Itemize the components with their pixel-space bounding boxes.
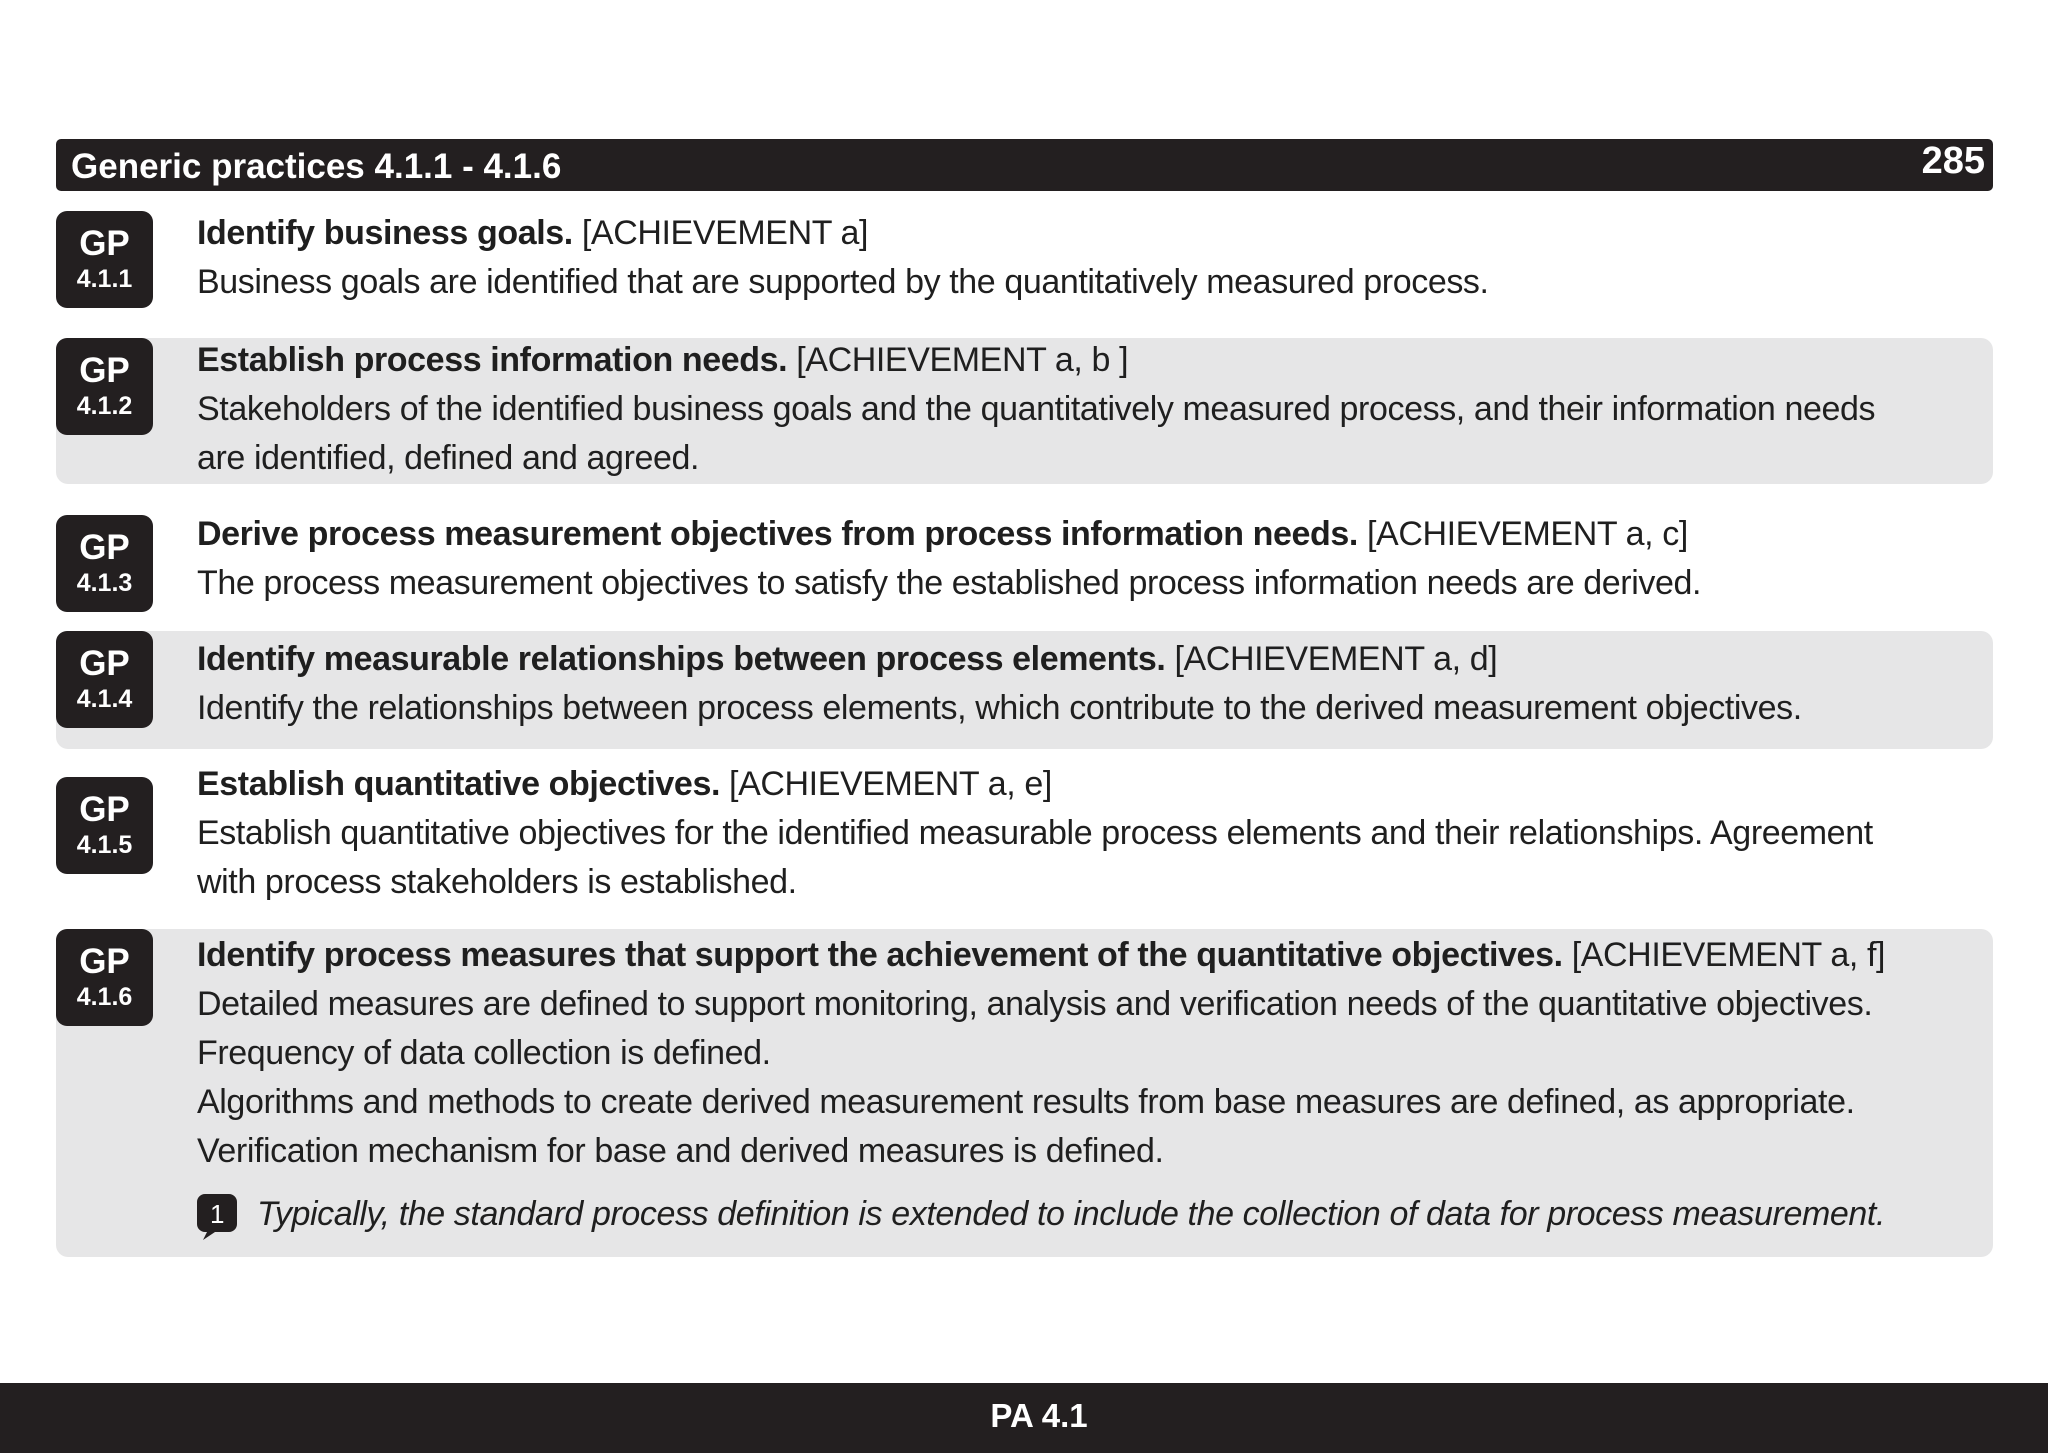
gp-description — [197, 336, 1957, 483]
gp-achievement: [ACHIEVEMENT a, d] — [1174, 640, 1498, 678]
gp-body-line: Frequency of data collection is defined. — [197, 1034, 771, 1072]
gp-badge-number: 4.1.4 — [76, 685, 133, 713]
gp-title: Identify measurable relationships between process elements. — [197, 640, 1166, 678]
gp-badge-number: 4.1.5 — [76, 831, 133, 859]
gp-heading-line — [197, 510, 1957, 559]
gp-description — [197, 510, 1957, 608]
gp-badge — [56, 211, 153, 308]
gp-badge — [56, 631, 153, 728]
gp-row-4-1-2 — [56, 338, 1993, 484]
gp-badge — [56, 338, 153, 435]
gp-row-4-1-5 — [56, 760, 1993, 910]
gp-achievement: [ACHIEVEMENT a, e] — [729, 765, 1052, 803]
gp-row-4-1-1 — [56, 209, 1993, 313]
gp-heading-line — [197, 209, 1957, 258]
gp-body-line: The process measurement objectives to satisfy the established process information needs are derived. — [197, 564, 1702, 602]
gp-title: Identify business goals. — [197, 214, 573, 252]
gp-badge-label: GP — [79, 351, 130, 390]
note-text: Typically, the standard process definition is extended to include the collection of data for process measurement. — [257, 1195, 1886, 1233]
gp-row-4-1-3 — [56, 510, 1993, 614]
gp-title: Establish process information needs. — [197, 341, 788, 379]
gp-achievement: [ACHIEVEMENT a, c] — [1367, 515, 1688, 553]
gp-body-line: are identified, defined and agreed. — [197, 439, 700, 477]
note-number: 1 — [209, 1199, 225, 1229]
gp-badge — [56, 777, 153, 874]
gp-badge-label: GP — [79, 644, 130, 683]
gp-achievement: [ACHIEVEMENT a] — [581, 214, 869, 252]
gp-body-line: with process stakeholders is established. — [197, 863, 797, 901]
gp-title: Identify process measures that support the achievement of the quantitative objectives. — [197, 936, 1563, 974]
gp-badge-number: 4.1.1 — [76, 265, 133, 293]
gp-badge-label: GP — [79, 790, 130, 829]
gp-badge-label: GP — [79, 528, 130, 567]
gp-body-line: Establish quantitative objectives for the identified measurable process elements and their relationships. Agreement — [197, 814, 1873, 852]
note-speech-bubble-icon — [197, 1194, 237, 1240]
gp-achievement: [ACHIEVEMENT a, f] — [1571, 936, 1886, 974]
gp-title: Establish quantitative objectives. — [197, 765, 720, 803]
page-number: 285 — [1921, 140, 1985, 182]
footer-label: PA 4.1 — [990, 1397, 1088, 1434]
gp-badge-label: GP — [79, 224, 130, 263]
gp-title: Derive process measurement objectives from process information needs. — [197, 515, 1358, 553]
gp-achievement: [ACHIEVEMENT a, b ] — [796, 341, 1129, 379]
gp-heading-line — [197, 931, 1957, 980]
gp-note — [197, 1190, 1957, 1239]
section-header — [56, 139, 1993, 191]
gp-body-line: Business goals are identified that are supported by the quantitatively measured process. — [197, 263, 1489, 301]
gp-description — [197, 635, 1957, 733]
gp-row-4-1-6 — [56, 929, 1993, 1257]
gp-badge — [56, 515, 153, 612]
gp-body-line: Verification mechanism for base and derived measures is defined. — [197, 1132, 1164, 1170]
gp-badge-number: 4.1.6 — [76, 983, 133, 1011]
gp-body-line: Algorithms and methods to create derived measurement results from base measures are defined, as appropriate. — [197, 1083, 1855, 1121]
gp-badge — [56, 929, 153, 1026]
gp-body-line: Stakeholders of the identified business goals and the quantitatively measured process, and their information needs — [197, 390, 1876, 428]
gp-row-4-1-4 — [56, 631, 1993, 749]
gp-heading-line — [197, 760, 1957, 809]
gp-body-line: Detailed measures are defined to support monitoring, analysis and verification needs of the quantitative objectives. — [197, 985, 1873, 1023]
gp-badge-number: 4.1.2 — [76, 392, 133, 420]
gp-description — [197, 760, 1957, 907]
footer-bar — [0, 1383, 2048, 1453]
gp-badge-number: 4.1.3 — [76, 569, 133, 597]
gp-badge-label: GP — [79, 942, 130, 981]
gp-body-line: Identify the relationships between process elements, which contribute to the derived measurement objectives. — [197, 689, 1802, 727]
gp-description — [197, 931, 1957, 1239]
gp-heading-line — [197, 336, 1957, 385]
gp-description — [197, 209, 1957, 307]
section-title: Generic practices 4.1.1 - 4.1.6 — [71, 147, 562, 186]
gp-heading-line — [197, 635, 1957, 684]
